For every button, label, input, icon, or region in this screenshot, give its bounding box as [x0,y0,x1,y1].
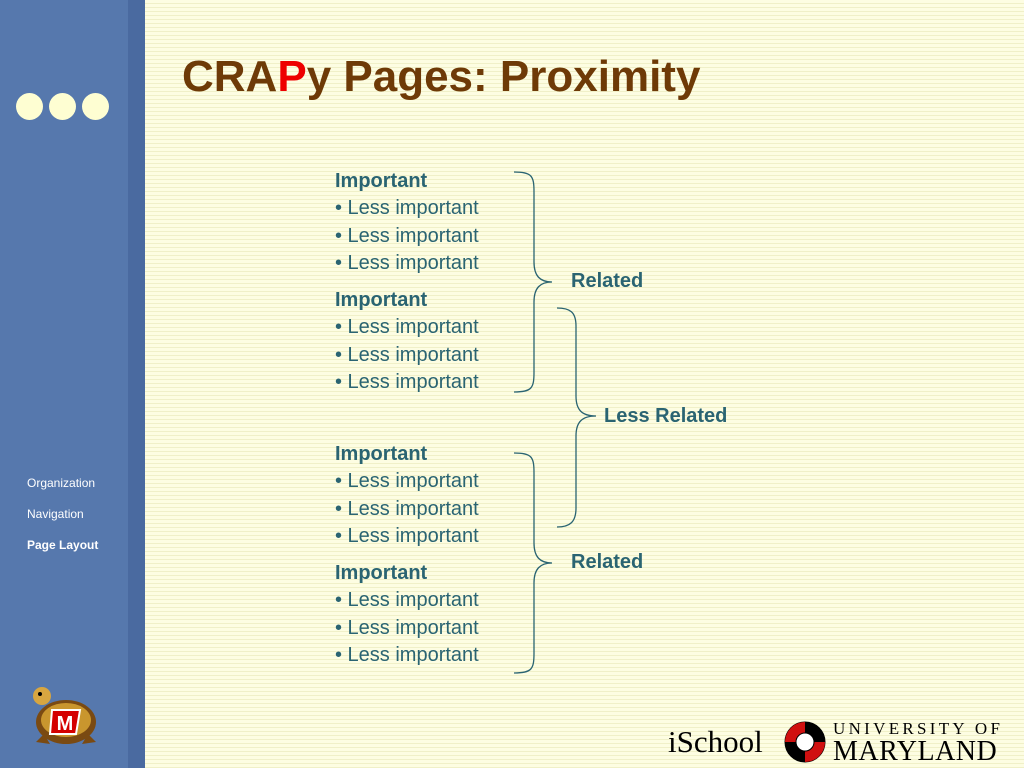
sidebar-item-organization[interactable]: Organization [27,476,96,490]
maryland-seal-icon [784,721,826,763]
group-heading: Important [335,289,428,311]
sidebar-item-page-layout[interactable]: Page Layout [27,538,99,552]
svg-text:M: M [56,713,74,735]
title-highlight: P [277,52,307,101]
university-line2: MARYLAND [833,736,998,767]
list-item: • Less important [335,643,479,666]
brace-related-bottom [514,453,552,673]
less-related-label: Less Related [604,405,728,427]
list-item: • Less important [335,470,479,493]
brace-related-top [514,172,552,392]
list-item: • Less important [335,589,479,612]
title-suffix: y Pages: Proximity [306,52,701,101]
group-heading: Important [335,562,428,584]
list-item: • Less important [335,224,479,247]
sidebar-item-navigation[interactable]: Navigation [27,507,84,521]
list-item: • Less important [335,497,479,520]
list-item: • Less important [335,197,479,220]
related-label-top: Related [571,270,644,292]
university-wordmark [833,720,1003,766]
group-heading: Important [335,443,428,465]
list-item: • Less important [335,616,479,639]
title-prefix: CRA [182,52,278,101]
list-item: • Less important [335,343,479,366]
ischool-logo-text: iSchool [668,724,763,759]
list-item: • Less important [335,251,479,274]
list-item: • Less important [335,370,479,393]
list-item: • Less important [335,524,479,547]
group-heading: Important [335,170,428,192]
related-label-bottom: Related [571,551,644,573]
list-item: • Less important [335,316,479,339]
brace-less-related [557,308,596,527]
university-line1: UNIVERSITY OF [833,719,1004,738]
